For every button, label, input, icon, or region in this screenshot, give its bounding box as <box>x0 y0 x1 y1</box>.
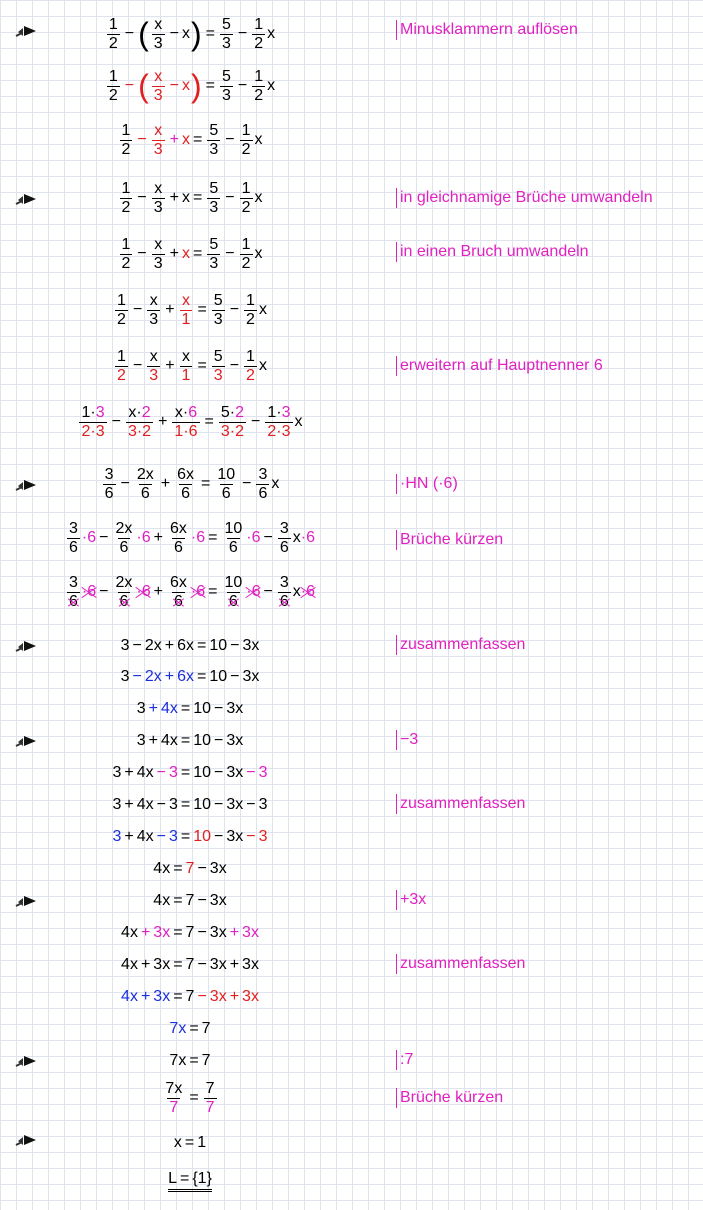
equation-row-16 <box>0 761 703 785</box>
equation: 3 + 4x − 3 = 10 − 3x − 3 <box>112 796 268 813</box>
equation: $\frac{1}{2}$ − $\frac{x}{3}$ + x = $\frac{5}{3}$ − $\frac{1}{2}$ x <box>121 121 263 158</box>
equation: 4x + 3x = 7 − 3x + 3x <box>121 988 259 1005</box>
equation: $\frac{1}{2}$ − $\frac{x}{3}$ + $\frac{x}{1}$ = $\frac{5}{3}$ − $\frac{1}{2}$ x <box>117 291 267 328</box>
equation-row-3 <box>0 120 703 160</box>
equation: $\frac{3}{6}$ ·6 − $\frac{2x}{6}$ ·6 + $\frac{6x}{6}$ ·6 = $\frac{10}{6}$ ·6 − $\frac{3}{6}$ x ·6 <box>69 519 315 556</box>
equation: $\frac{7x}{7}$ = $\frac{7}{7}$ <box>165 1079 215 1116</box>
equation-row-1 <box>0 14 703 54</box>
equation: 3 + 4x = 10 − 3x <box>136 700 244 717</box>
equation: $\frac{1}{2}$ − $\frac{x}{3}$ + x = $\frac{5}{3}$ − $\frac{1}{2}$ x <box>121 235 263 272</box>
equation-row-25 <box>0 1049 703 1073</box>
solution-set: L = {1} <box>0 1166 380 1196</box>
equation: $\frac{1\cdot 3}{2\cdot 3}$ − $\frac{x\cdot 2}{3\cdot 2}$ + $\frac{x\cdot 6}{1\cdot 6}$ = $\frac{5\cdot 2}{3\cdot 2}$ − $\frac{1\cdot 3}{2\cdot 3}$ x <box>81 403 303 440</box>
equation: $\frac{1}{2}$ − ( $\frac{x}{3}$ − x ) = $\frac{5}{3}$ − $\frac{1}{2}$ x <box>108 67 276 104</box>
equation-row-5 <box>0 234 703 274</box>
equation-row-20 <box>0 889 703 913</box>
equation-row-2 <box>0 66 703 106</box>
step-annotation: Brüche kürzen <box>396 1088 503 1108</box>
equation-row-23 <box>0 985 703 1009</box>
equation-row-13 <box>0 665 703 689</box>
equation-row-15 <box>0 729 703 753</box>
step-annotation: zusammenfassen <box>396 794 525 814</box>
step-annotation: +3x <box>396 890 426 910</box>
equation-row-6 <box>0 290 703 330</box>
equation: 3 − 2x + 6x = 10 − 3x <box>120 668 260 685</box>
step-annotation: :7 <box>396 1050 413 1070</box>
equation-row-17 <box>0 793 703 817</box>
equation-row-8 <box>0 402 703 442</box>
step-annotation: −3 <box>396 730 418 750</box>
step-annotation: zusammenfassen <box>396 635 525 655</box>
equation: 7x = 7 <box>169 1020 211 1037</box>
equation: 4x + 3x = 7 − 3x + 3x <box>121 956 259 973</box>
equation-row-14 <box>0 697 703 721</box>
equation-row-18 <box>0 825 703 849</box>
step-annotation: Minusklammern auflösen <box>396 20 578 40</box>
equation: 3 + 4x − 3 = 10 − 3x − 3 <box>112 828 268 845</box>
equation: $\frac{1}{2}$ − ( $\frac{x}{3}$ − x ) = $\frac{5}{3}$ − $\frac{1}{2}$ x <box>108 15 276 52</box>
equation-row-24 <box>0 1017 703 1041</box>
equation: 4x = 7 − 3x <box>153 892 227 909</box>
equation: 4x + 3x = 7 − 3x + 3x <box>121 924 259 941</box>
equation-row-11 <box>0 572 703 612</box>
equation-row-21 <box>0 921 703 945</box>
solution-set-row <box>0 1166 703 1196</box>
step-annotation: in einen Bruch umwandeln <box>396 242 589 262</box>
equation: $\frac{3}{6}$ ·6 − $\frac{2x}{6}$ ·6 + $\frac{6x}{6}$ ·6 = $\frac{10}{6}$ ·6 − $\frac{3}{6}$ x ·6 <box>69 573 315 610</box>
equation-row-12 <box>0 634 703 658</box>
step-annotation: ·HN (·6) <box>396 474 458 494</box>
equation-row-9 <box>0 464 703 504</box>
equation: x = 1 <box>173 1134 207 1151</box>
step-annotation: in gleichnamige Brüche umwandeln <box>396 188 653 208</box>
equation: 3 − 2x + 6x = 10 − 3x <box>120 637 260 654</box>
equation: $\frac{1}{2}$ − $\frac{x}{3}$ + $\frac{x}{1}$ = $\frac{5}{3}$ − $\frac{1}{2}$ x <box>117 347 267 384</box>
step-annotation: zusammenfassen <box>396 954 525 974</box>
equation: 7x = 7 <box>169 1052 211 1069</box>
equation: 3 + 4x = 10 − 3x <box>136 732 244 749</box>
equation: 4x = 7 − 3x <box>153 860 227 877</box>
equation-row-19 <box>0 857 703 881</box>
equation-row-4 <box>0 178 703 218</box>
equation: 3 + 4x − 3 = 10 − 3x − 3 <box>112 764 268 781</box>
equation: $\frac{1}{2}$ − $\frac{x}{3}$ + x = $\frac{5}{3}$ − $\frac{1}{2}$ x <box>121 179 263 216</box>
equation: $\frac{3}{6}$ − $\frac{2x}{6}$ + $\frac{6x}{6}$ = $\frac{10}{6}$ − $\frac{3}{6}$ x <box>104 465 280 502</box>
step-annotation: erweitern auf Hauptnenner 6 <box>396 356 603 376</box>
step-annotation: Brüche kürzen <box>396 530 503 550</box>
equation-row-10 <box>0 518 703 558</box>
equation-row-26 <box>0 1078 703 1118</box>
equation-row-27 <box>0 1131 703 1155</box>
equation-row-7 <box>0 346 703 386</box>
equation-row-22 <box>0 953 703 977</box>
